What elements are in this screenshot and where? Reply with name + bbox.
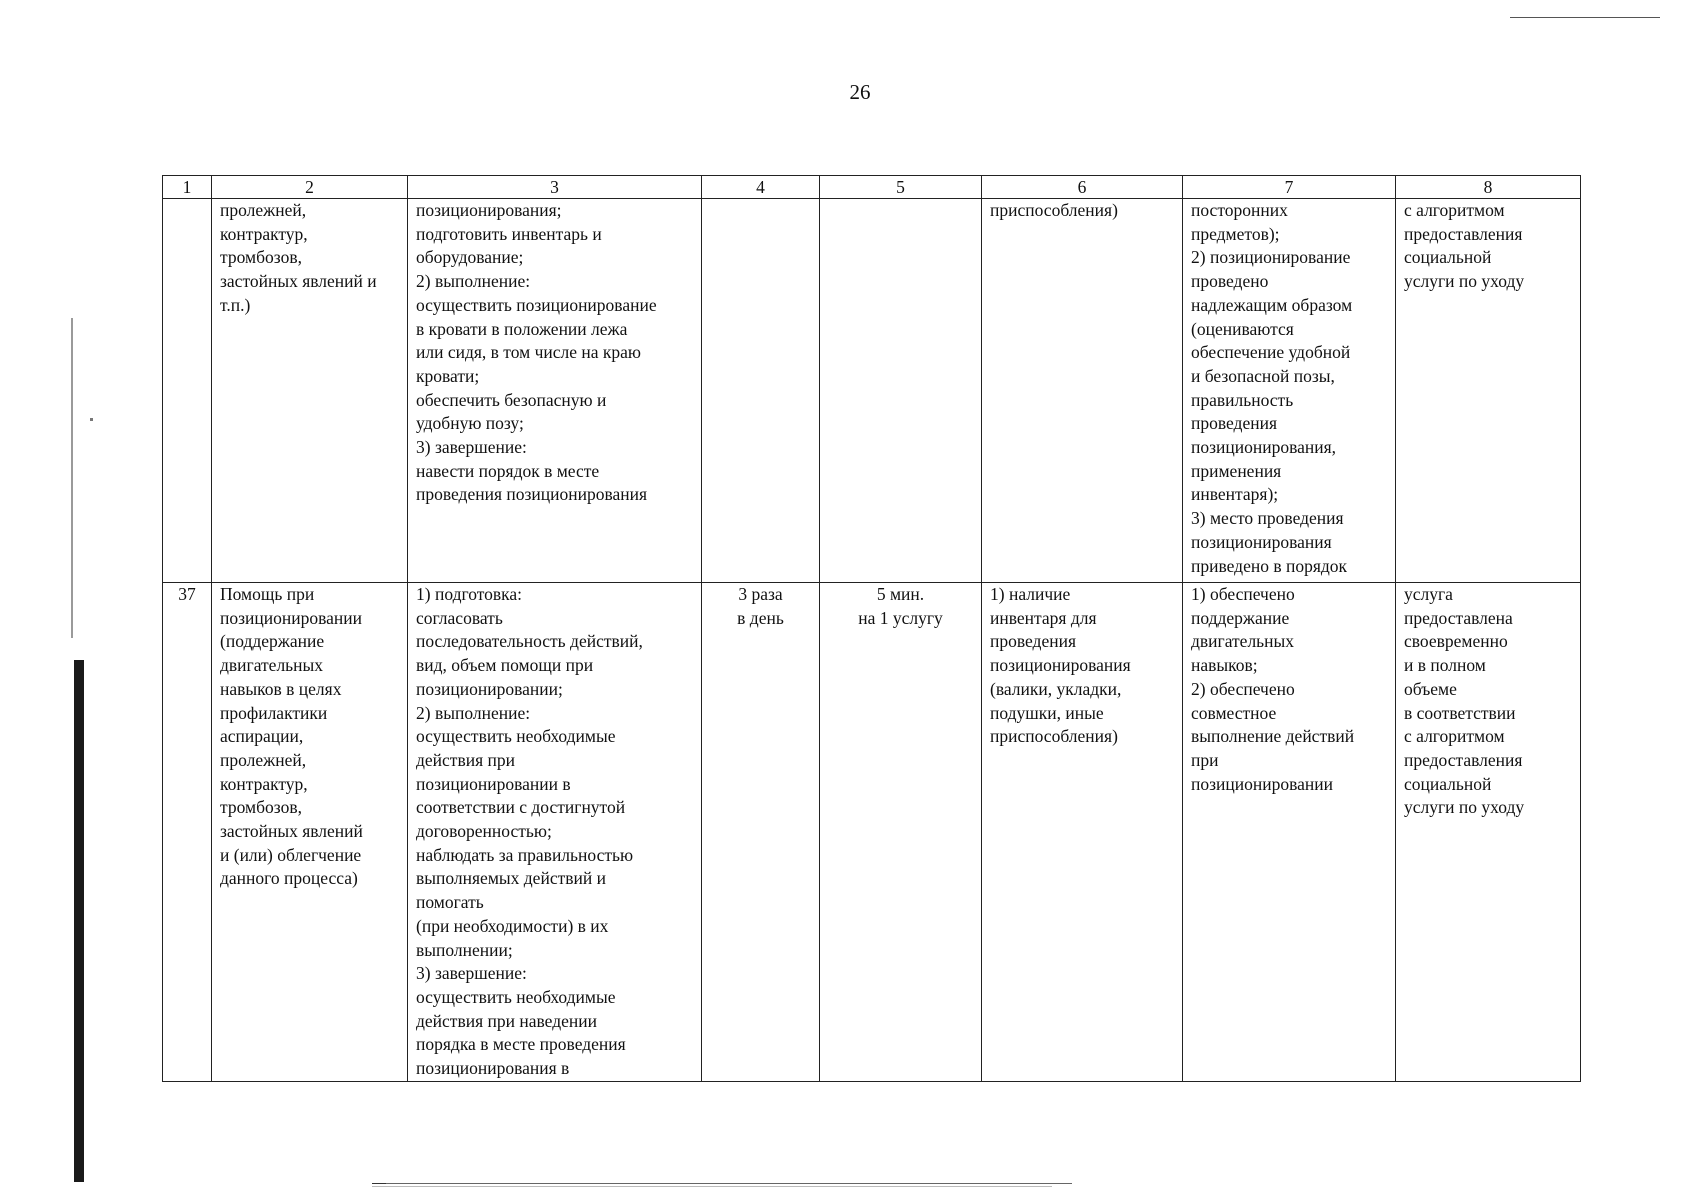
cell-line: обеспечение удобной [1191, 342, 1351, 363]
cell-line: объеме [1404, 678, 1457, 699]
cell-content [408, 583, 702, 1082]
cell-line: пролежней, [220, 749, 307, 770]
cell-name [212, 583, 408, 1082]
cell-num: 37 [163, 583, 212, 1082]
cell-line: договоренностью; [416, 821, 552, 842]
cell-name [212, 199, 408, 583]
cell-line: позиционировании [220, 607, 362, 628]
cell-line: при [1191, 749, 1219, 770]
cell-line: профилактики [220, 702, 328, 723]
cell-line: согласовать [416, 607, 503, 628]
cell-line: в день [737, 607, 784, 628]
cell-line: удобную позу; [416, 413, 524, 434]
cell-line: приспособления) [990, 200, 1118, 220]
cell-line: 3) место проведения [1191, 508, 1344, 529]
cell-line: социальной [1404, 247, 1492, 268]
cell-line: проведения [990, 631, 1077, 652]
cell-line: позиционирования, [1191, 437, 1337, 458]
cell-line: на 1 услугу [858, 607, 943, 628]
header-row [163, 176, 1581, 199]
cell-line: данного процесса) [220, 868, 358, 889]
cell-line: тромбозов, [220, 797, 302, 818]
cell-line: 1) обеспечено [1191, 584, 1295, 604]
cell-line: позиционировании [1191, 773, 1333, 794]
cell-line: застойных явлений и [220, 271, 377, 292]
cell-line: обеспечить безопасную и [416, 389, 607, 410]
cell-line: осуществить позиционирование [416, 294, 657, 315]
cell-line: наблюдать за правильностью [416, 844, 634, 865]
col-header: 3 [408, 176, 702, 199]
cell-line: правильность [1191, 389, 1294, 410]
col-header: 6 [982, 176, 1183, 199]
cell-line: 2) выполнение: [416, 702, 531, 723]
cell-line: позиционирования [1191, 531, 1332, 552]
cell-criteria [1183, 583, 1396, 1082]
cell-line: или сидя, в том числе на краю [416, 342, 642, 363]
scan-artifact-dash [372, 1183, 386, 1184]
cell-line: (поддержание [220, 631, 325, 652]
col-header: 1 [163, 176, 212, 199]
cell-line: с алгоритмом [1404, 726, 1505, 747]
cell-duration [820, 199, 982, 583]
cell-line: 3 раза [738, 584, 783, 604]
cell-line: подушки, иные [990, 702, 1104, 723]
cell-inventory [982, 199, 1183, 583]
cell-line: и (или) облегчение [220, 844, 362, 865]
cell-line: надлежащим образом [1191, 294, 1353, 315]
cell-periodicity [702, 583, 820, 1082]
cell-line: подготовить инвентарь и [416, 223, 602, 244]
cell-line: и в полном [1404, 655, 1486, 676]
cell-line: услуги по уходу [1404, 797, 1525, 818]
cell-line: поддержание [1191, 607, 1290, 628]
cell-line: 2) обеспечено [1191, 678, 1295, 699]
cell-num [163, 199, 212, 583]
cell-line: 1) подготовка: [416, 584, 523, 604]
cell-line: застойных явлений [220, 821, 363, 842]
cell-line: позиционирования; [416, 200, 562, 220]
cell-line: приведено в порядок [1191, 555, 1348, 576]
cell-line: действия при [416, 749, 515, 770]
col-header: 7 [1183, 176, 1396, 199]
cell-line: 5 мин. [876, 584, 925, 604]
cell-line: проведения [1191, 413, 1278, 434]
scan-artifact-dot [90, 418, 93, 421]
cell-line: двигательных [220, 655, 324, 676]
cell-line: предоставлена [1404, 607, 1513, 628]
cell-line: позиционировании в [416, 773, 571, 794]
cell-periodicity [702, 199, 820, 583]
scan-artifact-top [1510, 17, 1660, 18]
cell-line: аспирации, [220, 726, 304, 747]
cell-line: 1) наличие [990, 584, 1071, 604]
cell-line: применения [1191, 460, 1282, 481]
cell-line: в кровати в положении лежа [416, 318, 628, 339]
cell-line: контрактур, [220, 223, 308, 244]
cell-inventory [982, 583, 1183, 1082]
services-table [162, 175, 1581, 1082]
cell-line: своевременно [1404, 631, 1508, 652]
cell-line: выполнение действий [1191, 726, 1355, 747]
cell-line: проведено [1191, 271, 1269, 292]
cell-line: 3) завершение: [416, 437, 527, 458]
cell-line: предоставления [1404, 749, 1523, 770]
cell-line: т.п.) [220, 294, 251, 315]
cell-line: выполнении; [416, 939, 513, 960]
cell-line: (валики, укладки, [990, 678, 1122, 699]
cell-line: пролежней, [220, 200, 307, 220]
cell-line: двигательных [1191, 631, 1295, 652]
cell-line: совместное [1191, 702, 1277, 723]
cell-line: инвентаря); [1191, 484, 1279, 505]
cell-line: вид, объем помощи при [416, 655, 594, 676]
cell-line: в соответствии [1404, 702, 1516, 723]
cell-line: Помощь при [220, 584, 315, 604]
cell-line: кровати; [416, 365, 480, 386]
cell-line: оборудование; [416, 247, 524, 268]
cell-line: позиционирования в [416, 1058, 570, 1079]
cell-line: последовательность действий, [416, 631, 643, 652]
page-number: 26 [849, 80, 871, 104]
col-header: 4 [702, 176, 820, 199]
scan-artifact-binding-bar [74, 660, 84, 1182]
cell-duration [820, 583, 982, 1082]
cell-line: (при необходимости) в их [416, 915, 609, 936]
cell-line: позиционирования [990, 655, 1131, 676]
scan-artifact-bottom-line-2 [372, 1186, 1052, 1187]
cell-line: проведения позиционирования [416, 484, 648, 505]
scan-artifact-bottom-line [372, 1183, 1072, 1184]
cell-line: действия при наведении [416, 1010, 597, 1031]
cell-line: навести порядок в месте [416, 460, 600, 481]
cell-line: (оцениваются [1191, 318, 1294, 339]
cell-line: приспособления) [990, 726, 1118, 747]
table-row [163, 583, 1581, 1082]
cell-line: контрактур, [220, 773, 308, 794]
cell-criteria [1183, 199, 1396, 583]
cell-line: предметов); [1191, 223, 1280, 244]
col-header: 2 [212, 176, 408, 199]
table-row [163, 199, 1581, 583]
cell-result [1396, 199, 1581, 583]
cell-line: инвентаря для [990, 607, 1097, 628]
cell-line: помогать [416, 892, 484, 913]
cell-line: с алгоритмом [1404, 200, 1505, 220]
col-header: 5 [820, 176, 982, 199]
cell-content [408, 199, 702, 583]
cell-line: осуществить необходимые [416, 726, 616, 747]
cell-line: посторонних [1191, 200, 1288, 220]
cell-line: 2) выполнение: [416, 271, 531, 292]
cell-line: услуги по уходу [1404, 271, 1525, 292]
cell-line: социальной [1404, 773, 1492, 794]
cell-result [1396, 583, 1581, 1082]
cell-line: осуществить необходимые [416, 986, 616, 1007]
cell-line: позиционировании; [416, 678, 563, 699]
cell-line: 3) завершение: [416, 963, 527, 984]
cell-line: выполняемых действий и [416, 868, 606, 889]
cell-line: соответствии с достигнутой [416, 797, 626, 818]
cell-line: навыков; [1191, 655, 1258, 676]
cell-line: 2) позиционирование [1191, 247, 1351, 268]
col-header: 8 [1396, 176, 1581, 199]
cell-line: предоставления [1404, 223, 1523, 244]
cell-line: и безопасной позы, [1191, 365, 1335, 386]
scan-artifact-thin-bar [71, 318, 73, 638]
cell-line: тромбозов, [220, 247, 302, 268]
cell-line: порядка в месте проведения [416, 1034, 626, 1055]
cell-line: услуга [1404, 584, 1453, 604]
cell-line: навыков в целях [220, 678, 342, 699]
